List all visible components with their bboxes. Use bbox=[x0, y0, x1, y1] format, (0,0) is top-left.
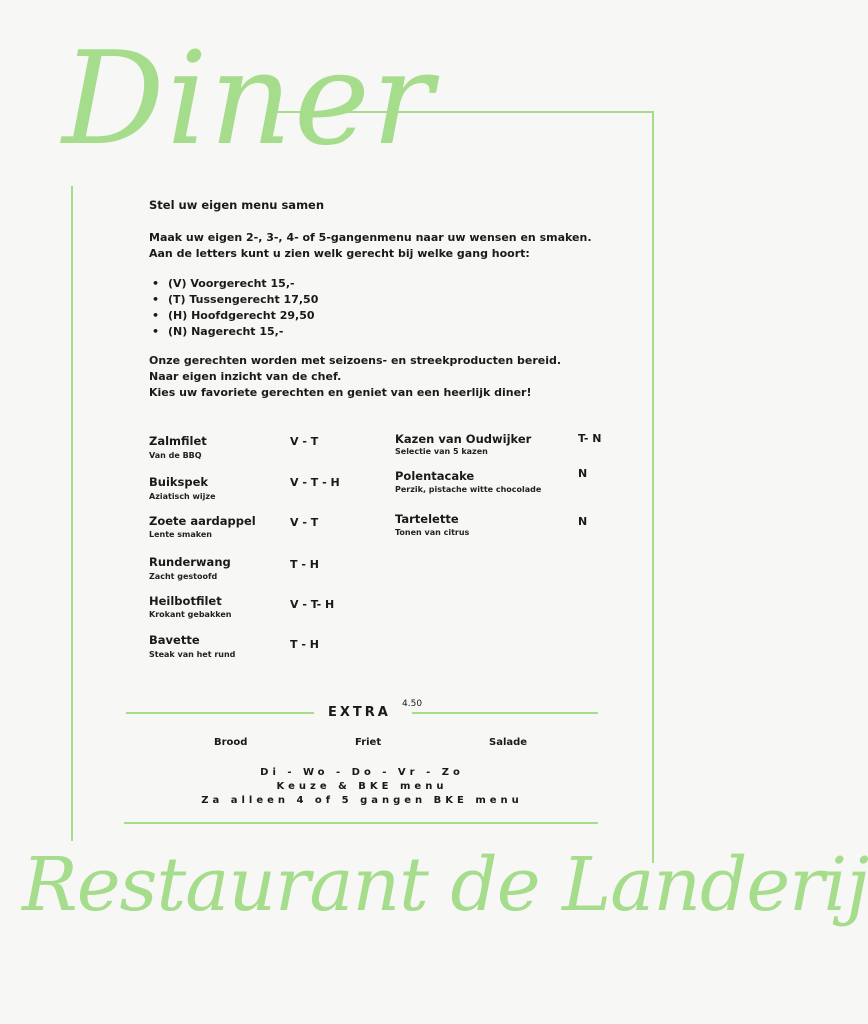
extra-price: 4.50 bbox=[402, 699, 423, 709]
dish-course-codes: T - H bbox=[290, 638, 319, 651]
dish-description: Aziatisch wijze bbox=[149, 492, 216, 501]
intro-line: Aan de letters kunt u zien welk gerecht bij welke gang hoort: bbox=[149, 247, 530, 260]
extra-label: EXTRA bbox=[328, 705, 391, 720]
dish-course-codes: T- N bbox=[578, 432, 602, 445]
extra-divider-left bbox=[126, 712, 314, 714]
dish-description: Van de BBQ bbox=[149, 451, 202, 460]
course-item: • (V) Voorgerecht 15,- bbox=[152, 276, 318, 292]
dish-description: Steak van het rund bbox=[149, 650, 236, 659]
dish-name: Zalmfilet bbox=[149, 434, 207, 448]
dish-name: Tartelette bbox=[395, 512, 459, 526]
footer-divider bbox=[124, 822, 598, 824]
dish-course-codes: V - T bbox=[290, 435, 319, 448]
course-item: • (T) Tussengerecht 17,50 bbox=[152, 292, 318, 308]
course-item: • (H) Hoofdgerecht 29,50 bbox=[152, 308, 318, 324]
extra-divider-right bbox=[412, 712, 598, 714]
footer-saturday-note: Za alleen 4 of 5 gangen BKE menu bbox=[201, 795, 523, 806]
dish-name: Runderwang bbox=[149, 555, 231, 569]
menu-title: Diner bbox=[62, 25, 435, 174]
note-line: Naar eigen inzicht van de chef. bbox=[149, 370, 342, 383]
menu-heading: Stel uw eigen menu samen bbox=[149, 198, 325, 212]
dish-name: Polentacake bbox=[395, 469, 475, 483]
dish-course-codes: V - T- H bbox=[290, 598, 335, 611]
course-item: • (N) Nagerecht 15,- bbox=[152, 324, 318, 340]
dish-description: Krokant gebakken bbox=[149, 610, 232, 619]
dish-description: Perzik, pistache witte chocolade bbox=[395, 485, 542, 494]
frame-right-border bbox=[652, 111, 654, 863]
dish-course-codes: N bbox=[578, 515, 588, 528]
note-line: Kies uw favoriete gerechten en geniet van een heerlijk diner! bbox=[149, 386, 532, 399]
dish-course-codes: V - T bbox=[290, 516, 319, 529]
restaurant-name: Restaurant de Landerij bbox=[22, 842, 868, 928]
dish-name: Bavette bbox=[149, 633, 200, 647]
dish-description: Lente smaken bbox=[149, 530, 212, 539]
extra-item: Salade bbox=[489, 737, 528, 748]
frame-left-border bbox=[71, 186, 73, 841]
dish-course-codes: T - H bbox=[290, 558, 319, 571]
dish-description: Zacht gestoofd bbox=[149, 572, 218, 581]
dish-name: Buikspek bbox=[149, 475, 209, 489]
footer-choice: Keuze & BKE menu bbox=[276, 781, 448, 792]
dish-description: Selectie van 5 kazen bbox=[395, 447, 488, 456]
dish-course-codes: V - T - H bbox=[290, 476, 340, 489]
dish-name: Heilbotfilet bbox=[149, 594, 222, 608]
extra-item: Friet bbox=[355, 737, 382, 748]
course-price-list bbox=[152, 276, 318, 340]
extra-item: Brood bbox=[214, 737, 248, 748]
intro-line: Maak uw eigen 2-, 3-, 4- of 5-gangenmenu naar uw wensen en smaken. bbox=[149, 231, 592, 244]
dish-course-codes: N bbox=[578, 467, 588, 480]
dish-description: Tonen van citrus bbox=[395, 528, 470, 537]
note-line: Onze gerechten worden met seizoens- en streekproducten bereid. bbox=[149, 354, 562, 367]
footer-days: Di - Wo - Do - Vr - Zo bbox=[260, 767, 464, 778]
dish-name: Zoete aardappel bbox=[149, 514, 256, 528]
dish-name: Kazen van Oudwijker bbox=[395, 432, 532, 446]
